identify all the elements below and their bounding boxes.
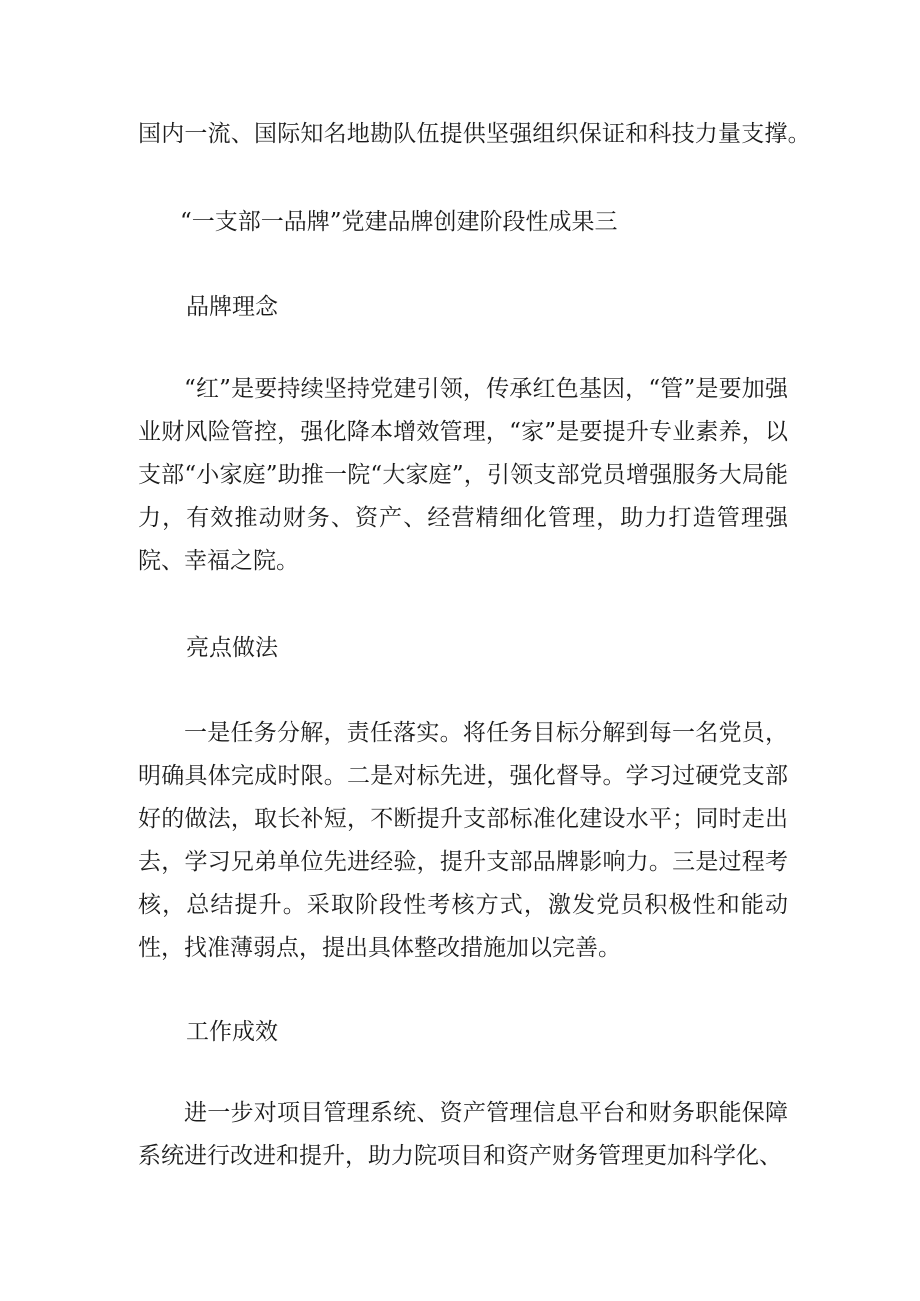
heading-highlight-practice: 亮点做法 [186,635,278,661]
paragraph-brand-concept: “红”是要持续坚持党建引领，传承红色基因，“管”是要加强业财风险管控，强化降本增效管理，“家”是要提升专业素养，以支部“小家庭”助推一院“大家庭”，引领支部党员增强服务大局能力，有效推动财务、资产、经营精细化管理，助力打造管理强院、幸福之院。 [138,376,788,574]
heading-work-results: 工作成效 [186,1019,278,1045]
paragraph-highlight-practice: 一是任务分解，责任落实。将任务目标分解到每一名党员，明确具体完成时限。二是对标先进，强化督导。学习过硬党支部好的做法，取长补短，不断提升支部标准化建设水平；同时走出去，学习兄弟单位先进经验，提升支部品牌影响力。三是过程考核，总结提升。采取阶段性考核方式，激发党员积极性和能动性，找准薄弱点，提出具体整改措施加以完善。 [138,720,788,961]
section-title: “一支部一品牌”党建品牌创建阶段性成果三 [180,209,618,235]
heading-brand-concept: 品牌理念 [186,294,278,320]
paragraph-work-results: 进一步对项目管理系统、资产管理信息平台和财务职能保障系统进行改进和提升，助力院项目和资产财务管理更加科学化、 [138,1100,788,1169]
intro-line: 国内一流、国际知名地勘队伍提供坚强组织保证和科技力量支撑。 [138,121,811,147]
